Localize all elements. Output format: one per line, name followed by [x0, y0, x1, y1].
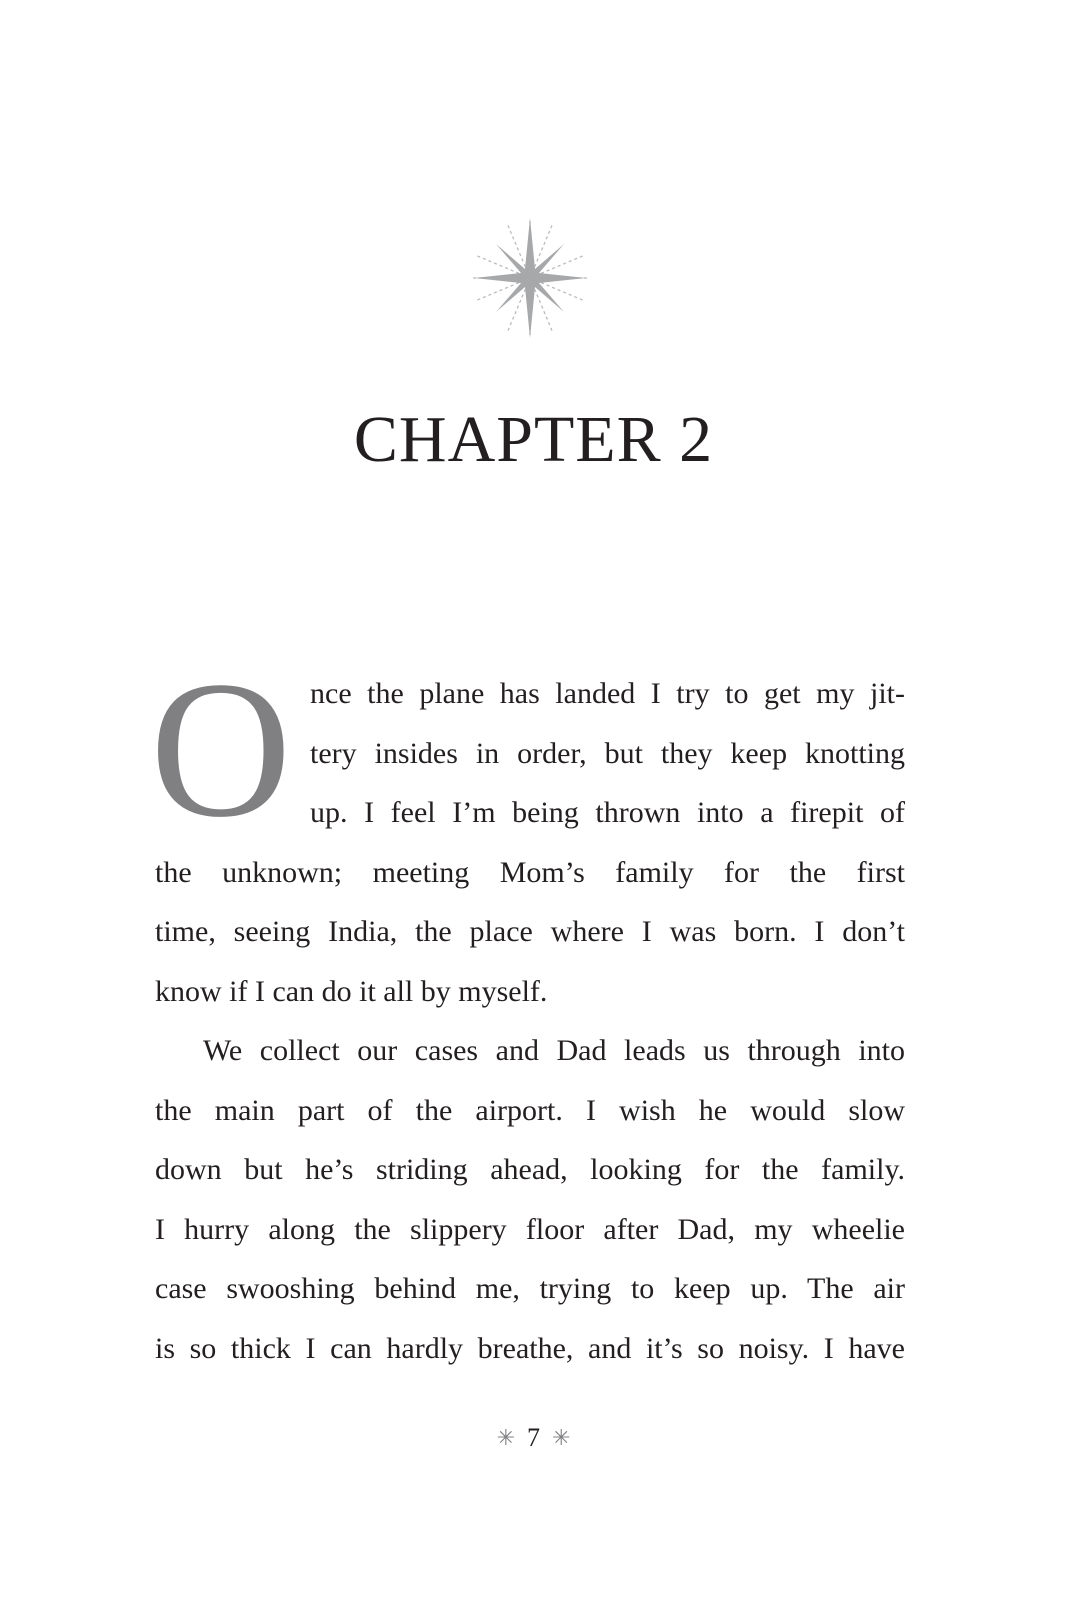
- dropcap-paragraph-lines: [310, 664, 905, 843]
- body-text: [155, 843, 905, 1379]
- text-line: We collect our cases and Dad leads us through into: [203, 1034, 905, 1067]
- text-line: the main part of the airport. I wish he would slow: [155, 1093, 905, 1127]
- page-footer: [0, 1420, 1067, 1456]
- text-line: is so thick I can hardly breathe, and it’s so noisy. I have: [155, 1331, 905, 1365]
- text-line: tery insides in order, but they keep knotting: [310, 736, 905, 770]
- text-line: I hurry along the slippery floor after Dad, my wheelie: [155, 1212, 905, 1246]
- compass-star-icon: [468, 216, 592, 340]
- text-line: the unknown; meeting Mom’s family for the first: [155, 855, 905, 889]
- asterisk-ornament-icon: ✳: [496, 1425, 515, 1450]
- text-line: case swooshing behind me, trying to keep up. The air: [155, 1272, 905, 1305]
- text-line: nce the plane has landed I try to get my jit-: [310, 677, 905, 710]
- chapter-title: CHAPTER 2: [353, 403, 714, 476]
- text-line: up. I feel I’m being thrown into a firepit of: [310, 796, 905, 829]
- text-line: time, seeing India, the place where I was born. I don’t: [155, 915, 905, 948]
- text-line: down but he’s striding ahead, looking for the family.: [155, 1153, 905, 1186]
- asterisk-ornament-icon: ✳: [552, 1425, 571, 1450]
- page-number: 7: [527, 1423, 540, 1452]
- drop-cap: O: [150, 641, 292, 858]
- text-line: know if I can do it all by myself.: [155, 974, 548, 1008]
